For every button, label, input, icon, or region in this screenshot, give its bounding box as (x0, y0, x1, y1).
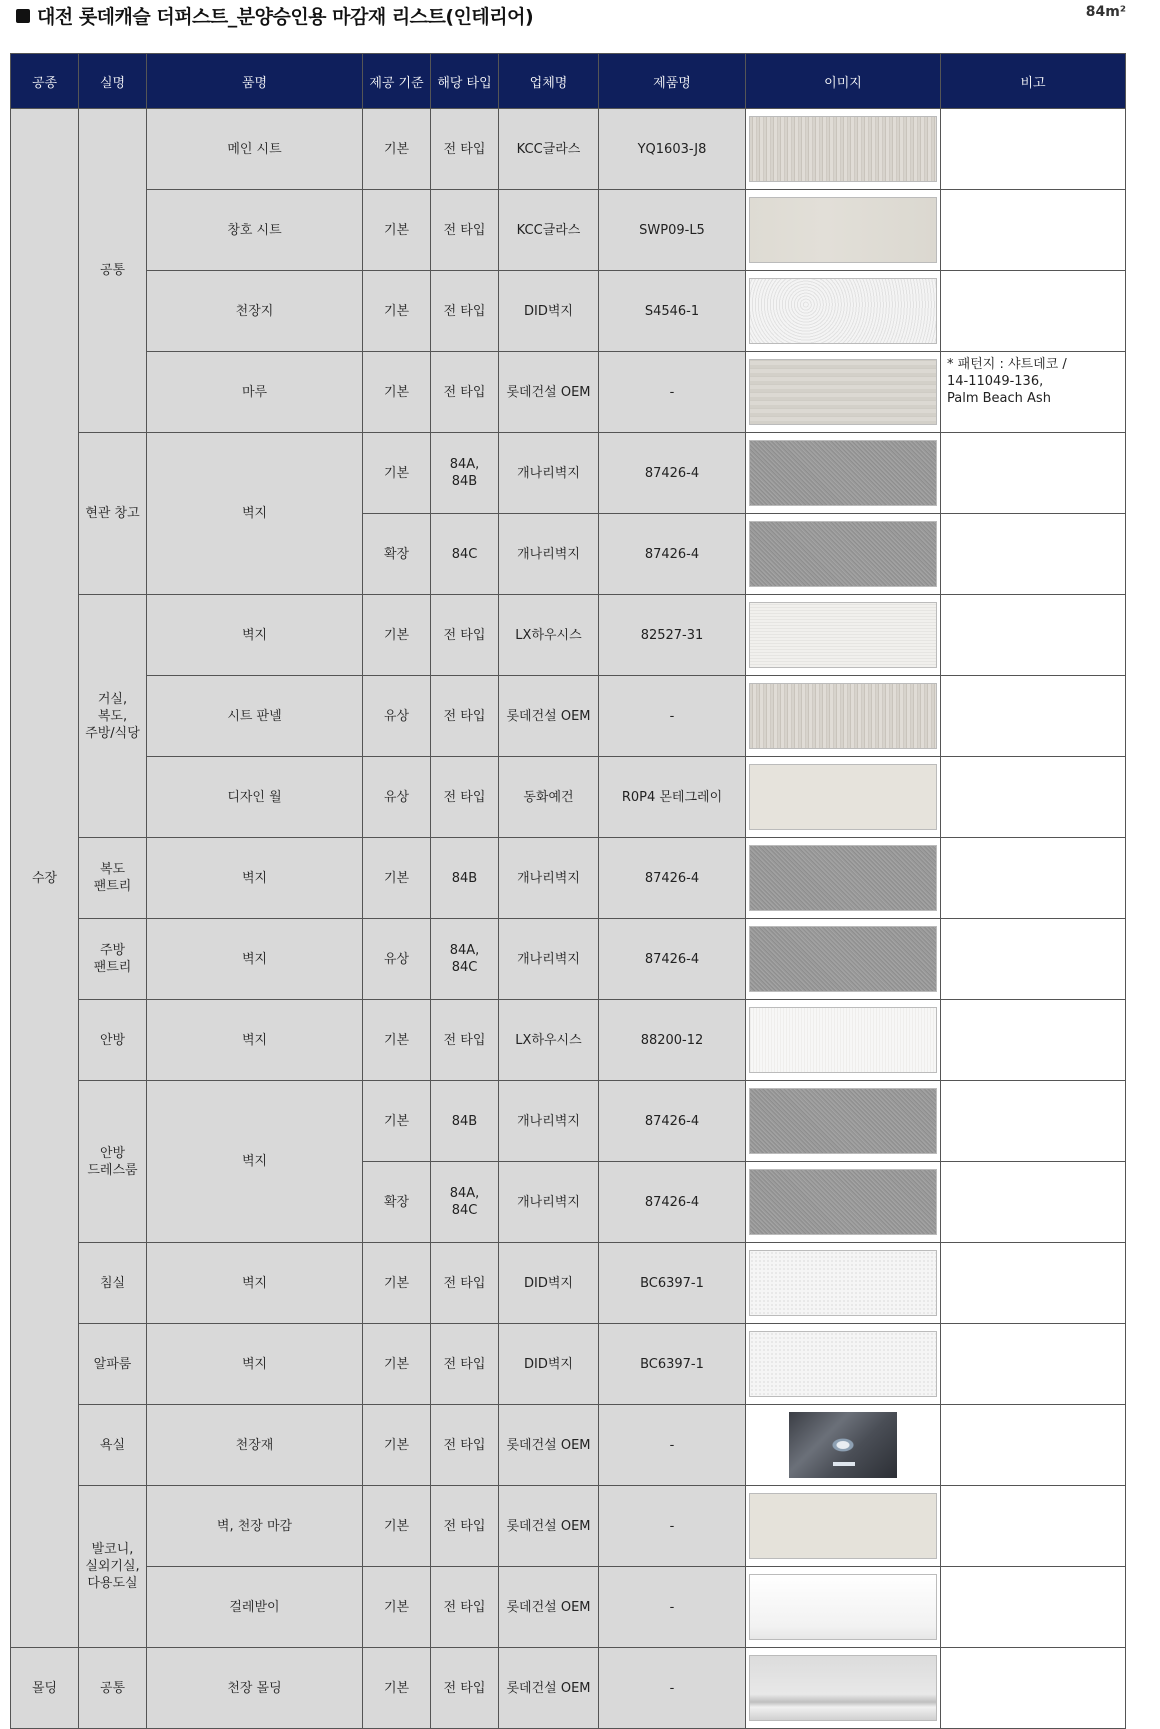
vendor-cell: KCC글라스 (499, 109, 599, 190)
material-swatch (749, 359, 937, 425)
table-row (11, 1324, 1126, 1405)
basis-cell: 기본 (363, 1000, 431, 1081)
finish-materials-table (10, 53, 1126, 1729)
image-cell (746, 919, 941, 1000)
table-row (11, 433, 1126, 514)
note-cell (941, 1324, 1126, 1405)
material-swatch (749, 1331, 937, 1397)
note-cell (941, 1162, 1126, 1243)
image-cell (746, 1081, 941, 1162)
col-header: 비고 (941, 54, 1126, 109)
product-cell: S4546-1 (599, 271, 746, 352)
basis-cell: 유상 (363, 676, 431, 757)
product-cell: - (599, 1648, 746, 1729)
basis-cell: 확장 (363, 1162, 431, 1243)
basis-cell: 기본 (363, 109, 431, 190)
note-cell (941, 1567, 1126, 1648)
basis-cell: 기본 (363, 190, 431, 271)
table-row (11, 352, 1126, 433)
table-row (11, 838, 1126, 919)
product-cell: 87426-4 (599, 838, 746, 919)
basis-cell: 기본 (363, 1243, 431, 1324)
product-cell: 87426-4 (599, 1081, 746, 1162)
item-cell: 벽지 (147, 433, 363, 595)
note-cell (941, 514, 1126, 595)
item-cell: 천장재 (147, 1405, 363, 1486)
col-header: 업체명 (499, 54, 599, 109)
product-cell: - (599, 1405, 746, 1486)
image-cell (746, 676, 941, 757)
room-cell: 복도 팬트리 (79, 838, 147, 919)
room-cell: 안방 (79, 1000, 147, 1081)
table-row (11, 1243, 1126, 1324)
vendor-cell: 개나리벽지 (499, 514, 599, 595)
material-swatch (749, 764, 937, 830)
material-swatch (749, 116, 937, 182)
material-swatch (749, 197, 937, 263)
item-cell: 디자인 월 (147, 757, 363, 838)
table-row (11, 1567, 1126, 1648)
basis-cell: 유상 (363, 919, 431, 1000)
note-cell (941, 190, 1126, 271)
vendor-cell: DID벽지 (499, 1324, 599, 1405)
item-cell: 걸레받이 (147, 1567, 363, 1648)
item-cell: 천장지 (147, 271, 363, 352)
note-cell (941, 109, 1126, 190)
vendor-cell: KCC글라스 (499, 190, 599, 271)
type-cell: 전 타입 (431, 1324, 499, 1405)
type-cell: 전 타입 (431, 1486, 499, 1567)
note-cell (941, 838, 1126, 919)
image-cell (746, 1405, 941, 1486)
area-label: 84m² (1085, 4, 1126, 20)
room-cell: 공통 (79, 109, 147, 433)
item-cell: 벽지 (147, 919, 363, 1000)
table-header-row (11, 54, 1126, 109)
trade-cell: 수장 (11, 109, 79, 1648)
item-cell: 벽지 (147, 1000, 363, 1081)
bathroom-ceiling-photo (789, 1412, 897, 1478)
basis-cell: 기본 (363, 1324, 431, 1405)
basis-cell: 기본 (363, 271, 431, 352)
note-cell (941, 919, 1126, 1000)
material-swatch (749, 1655, 937, 1721)
room-cell: 욕실 (79, 1405, 147, 1486)
image-cell (746, 1324, 941, 1405)
basis-cell: 기본 (363, 1648, 431, 1729)
note-cell: * 패턴지 : 샤트데코 / 14-11049-136, Palm Beach Ash (941, 352, 1126, 433)
type-cell: 전 타입 (431, 1243, 499, 1324)
image-cell (746, 1567, 941, 1648)
product-cell: 87426-4 (599, 433, 746, 514)
material-swatch (749, 521, 937, 587)
note-cell (941, 1486, 1126, 1567)
type-cell: 84B (431, 1081, 499, 1162)
item-cell: 벽지 (147, 838, 363, 919)
image-cell (746, 1243, 941, 1324)
type-cell: 84C (431, 514, 499, 595)
product-cell: - (599, 676, 746, 757)
basis-cell: 기본 (363, 352, 431, 433)
table-row (11, 190, 1126, 271)
item-cell: 벽지 (147, 1243, 363, 1324)
basis-cell: 기본 (363, 1567, 431, 1648)
note-cell (941, 1000, 1126, 1081)
material-swatch (749, 602, 937, 668)
basis-cell: 기본 (363, 1486, 431, 1567)
product-cell: - (599, 1486, 746, 1567)
type-cell: 84B (431, 838, 499, 919)
image-cell (746, 271, 941, 352)
product-cell: - (599, 352, 746, 433)
item-cell: 메인 시트 (147, 109, 363, 190)
item-cell: 벽지 (147, 1324, 363, 1405)
note-cell (941, 595, 1126, 676)
col-header: 해당 타입 (431, 54, 499, 109)
col-header: 이미지 (746, 54, 941, 109)
vendor-cell: 롯데건설 OEM (499, 1405, 599, 1486)
table-row (11, 271, 1126, 352)
image-cell (746, 190, 941, 271)
image-cell (746, 838, 941, 919)
col-header: 공종 (11, 54, 79, 109)
type-cell: 전 타입 (431, 1567, 499, 1648)
table-row (11, 1081, 1126, 1162)
type-cell: 전 타입 (431, 595, 499, 676)
product-cell: YQ1603-J8 (599, 109, 746, 190)
type-cell: 84A, 84C (431, 1162, 499, 1243)
basis-cell: 확장 (363, 514, 431, 595)
room-cell: 안방 드레스룸 (79, 1081, 147, 1243)
page-title (16, 2, 533, 29)
item-cell: 창호 시트 (147, 190, 363, 271)
table-row (11, 1486, 1126, 1567)
image-cell (746, 433, 941, 514)
room-cell: 침실 (79, 1243, 147, 1324)
vendor-cell: 롯데건설 OEM (499, 1567, 599, 1648)
vendor-cell: DID벽지 (499, 271, 599, 352)
image-cell (746, 514, 941, 595)
product-cell: - (599, 1567, 746, 1648)
material-swatch (749, 683, 937, 749)
material-swatch (749, 1169, 937, 1235)
col-header: 제공 기준 (363, 54, 431, 109)
item-cell: 천장 몰딩 (147, 1648, 363, 1729)
material-swatch (749, 1250, 937, 1316)
note-cell (941, 676, 1126, 757)
vendor-cell: 개나리벽지 (499, 433, 599, 514)
material-swatch (749, 1007, 937, 1073)
image-cell (746, 352, 941, 433)
table-row (11, 595, 1126, 676)
basis-cell: 유상 (363, 757, 431, 838)
table-row (11, 1405, 1126, 1486)
table-row (11, 1000, 1126, 1081)
item-cell: 벽, 천장 마감 (147, 1486, 363, 1567)
vendor-cell: LX하우시스 (499, 595, 599, 676)
product-cell: 87426-4 (599, 514, 746, 595)
col-header: 품명 (147, 54, 363, 109)
image-cell (746, 1648, 941, 1729)
product-cell: 87426-4 (599, 1162, 746, 1243)
item-cell: 벽지 (147, 595, 363, 676)
type-cell: 전 타입 (431, 1000, 499, 1081)
product-cell: 82527-31 (599, 595, 746, 676)
material-swatch (749, 1574, 937, 1640)
basis-cell: 기본 (363, 1081, 431, 1162)
table-row (11, 109, 1126, 190)
vendor-cell: 개나리벽지 (499, 838, 599, 919)
table-row (11, 757, 1126, 838)
image-cell (746, 595, 941, 676)
product-cell: 87426-4 (599, 919, 746, 1000)
image-cell (746, 757, 941, 838)
vendor-cell: 개나리벽지 (499, 1081, 599, 1162)
vendor-cell: 동화예건 (499, 757, 599, 838)
vendor-cell: DID벽지 (499, 1243, 599, 1324)
basis-cell: 기본 (363, 433, 431, 514)
material-swatch (749, 1493, 937, 1559)
type-cell: 84A, 84B (431, 433, 499, 514)
material-swatch (749, 440, 937, 506)
page-title-text: 대전 롯데캐슬 더퍼스트_분양승인용 마감재 리스트(인테리어) (37, 6, 534, 28)
room-cell: 알파룸 (79, 1324, 147, 1405)
material-swatch (749, 278, 937, 344)
type-cell: 전 타입 (431, 109, 499, 190)
room-cell: 주방 팬트리 (79, 919, 147, 1000)
table-row (11, 1648, 1126, 1729)
room-cell: 공통 (79, 1648, 147, 1729)
product-cell: 88200-12 (599, 1000, 746, 1081)
material-swatch (749, 1088, 937, 1154)
type-cell: 84A, 84C (431, 919, 499, 1000)
basis-cell: 기본 (363, 1405, 431, 1486)
type-cell: 전 타입 (431, 1648, 499, 1729)
vendor-cell: 롯데건설 OEM (499, 676, 599, 757)
square-bullet-icon (16, 9, 30, 23)
note-cell (941, 757, 1126, 838)
image-cell (746, 109, 941, 190)
room-cell: 현관 창고 (79, 433, 147, 595)
vendor-cell: 롯데건설 OEM (499, 1486, 599, 1567)
type-cell: 전 타입 (431, 757, 499, 838)
note-cell (941, 1243, 1126, 1324)
item-cell: 시트 판넬 (147, 676, 363, 757)
product-cell: BC6397-1 (599, 1243, 746, 1324)
note-cell (941, 1081, 1126, 1162)
table-row (11, 676, 1126, 757)
product-cell: SWP09-L5 (599, 190, 746, 271)
room-cell: 발코니, 실외기실, 다용도실 (79, 1486, 147, 1648)
note-cell (941, 433, 1126, 514)
vendor-cell: LX하우시스 (499, 1000, 599, 1081)
room-cell: 거실, 복도, 주방/식당 (79, 595, 147, 838)
item-cell: 벽지 (147, 1081, 363, 1243)
type-cell: 전 타입 (431, 676, 499, 757)
note-cell (941, 1648, 1126, 1729)
basis-cell: 기본 (363, 595, 431, 676)
type-cell: 전 타입 (431, 271, 499, 352)
vendor-cell: 개나리벽지 (499, 1162, 599, 1243)
image-cell (746, 1162, 941, 1243)
col-header: 제품명 (599, 54, 746, 109)
trade-cell: 몰딩 (11, 1648, 79, 1729)
type-cell: 전 타입 (431, 1405, 499, 1486)
vendor-cell: 롯데건설 OEM (499, 1648, 599, 1729)
table-row (11, 919, 1126, 1000)
material-swatch (749, 845, 937, 911)
vendor-cell: 개나리벽지 (499, 919, 599, 1000)
col-header: 실명 (79, 54, 147, 109)
material-swatch (749, 926, 937, 992)
image-cell (746, 1486, 941, 1567)
item-cell: 마루 (147, 352, 363, 433)
type-cell: 전 타입 (431, 190, 499, 271)
type-cell: 전 타입 (431, 352, 499, 433)
note-cell (941, 1405, 1126, 1486)
image-cell (746, 1000, 941, 1081)
basis-cell: 기본 (363, 838, 431, 919)
product-cell: BC6397-1 (599, 1324, 746, 1405)
note-cell (941, 271, 1126, 352)
product-cell: R0P4 몬테그레이 (599, 757, 746, 838)
vendor-cell: 롯데건설 OEM (499, 352, 599, 433)
